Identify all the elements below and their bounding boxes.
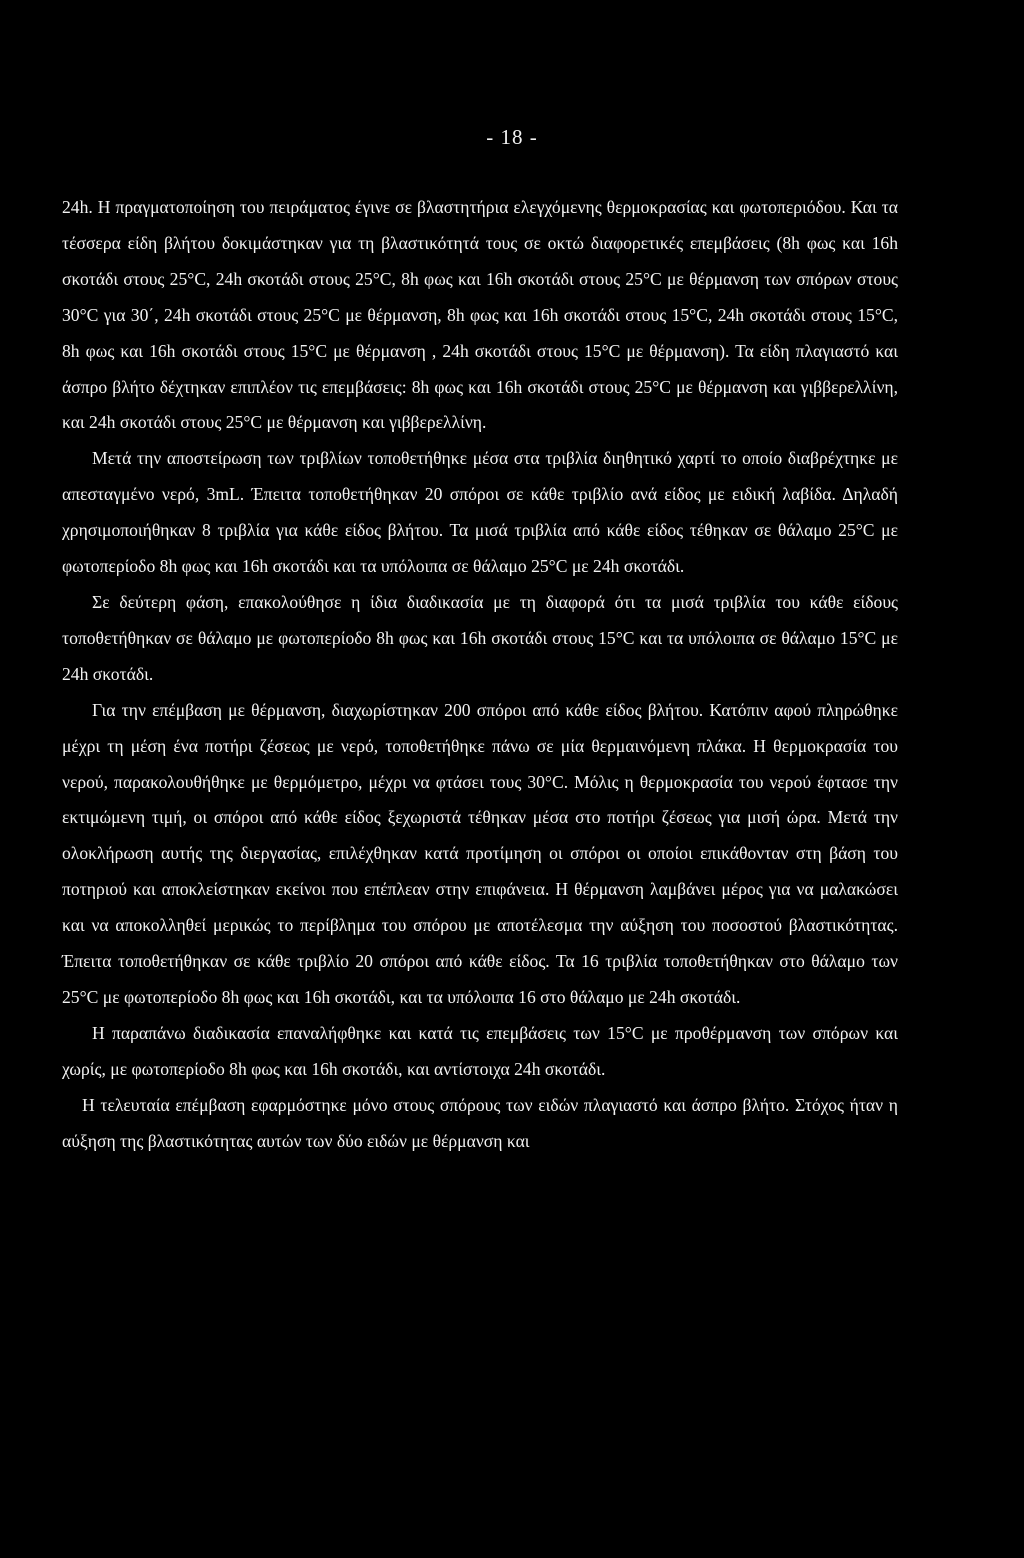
paragraph-second-phase: Σε δεύτερη φάση, επακολούθησε η ίδια διαδικασία με τη διαφορά ότι τα μισά τριβλία του κάθε είδους τοποθετήθηκαν σε θάλαμο με φωτοπερίοδο 8h φως και 16h σκοτάδι στους 15°C και τα υπόλοιπα σε θάλαμο 15°C με 24h σκοτάδι.: [62, 591, 898, 684]
document-body: [62, 190, 898, 1159]
paragraph-final-treatment: Η τελευταία επέμβαση εφαρμόστηκε μόνο στους σπόρους των ειδών πλαγιαστό και άσπρο βλήτο. Στόχος ήταν η αύξηση της βλαστικότητας αυτών των δύο ειδών με θέρμανση και: [62, 1094, 898, 1151]
page-number: - 18 -: [486, 125, 538, 149]
paragraph-heating-treatment: Για την επέμβαση με θέρμανση, διαχωρίστηκαν 200 σπόροι από κάθε είδος βλήτου. Κατόπιν αφού πληρώθηκε μέχρι τη μέση ένα ποτήρι ζέσεως με νερό, τοποθετήθηκε πάνω σε μία θερμαινόμενη πλάκα. Η θερμοκρασία του νερού, παρακολουθήθηκε με θερμόμετρο, μέχρι να φτάσει τους 30°C. Μόλις η θερμοκρασία του νερού έφτασε την εκτιμώμενη τιμή, οι σπόροι από κάθε είδος ξεχωριστά τέθηκαν μέσα στο ποτήρι ζέσεως για μισή ώρα. Μετά την ολοκλήρωση αυτής της διεργασίας, επιλέχθηκαν κατά προτίμηση οι σπόροι οι οποίοι επικάθονταν στη βάση του ποτηριού και αποκλείστηκαν εκείνοι που επέπλεαν στην επιφάνεια. Η θέρμανση λαμβάνει μέρος για να μαλακώσει και να αποκολληθεί μερικώς το περίβλημα του σπόρου με αποτέλεσμα την αύξηση του ποσοστού βλαστικότητας. Έπειτα τοποθετήθηκαν σε κάθε τριβλίο 20 σπόροι από κάθε είδος. Τα 16 τριβλία τοποθετήθηκαν στο θάλαμο των 25°C με φωτοπερίοδο 8h φως και 16h σκοτάδι, και τα υπόλοιπα 16 στο θάλαμο με 24h σκοτάδι.: [62, 699, 898, 1007]
paragraph-petri-dishes: Μετά την αποστείρωση των τριβλίων τοποθετήθηκε μέσα στα τριβλία διηθητικό χαρτί το οποίο διαβρέχτηκε με απεσταγμένο νερό, 3mL. Έπειτα τοποθετήθηκαν 20 σπόροι σε κάθε τριβλίο ανά είδος με ειδική λαβίδα. Δηλαδή χρησιμοποιήθηκαν 8 τριβλία για κάθε είδος βλήτου. Τα μισά τριβλία από κάθε είδος τέθηκαν σε θάλαμο 25°C με φωτοπερίοδο 8h φως και 16h σκοτάδι και τα υπόλοιπα σε θάλαμο 25°C με 24h σκοτάδι.: [62, 448, 898, 577]
paragraph-repeat-procedure: Η παραπάνω διαδικασία επαναλήφθηκε και κατά τις επεμβάσεις των 15°C με προθέρμανση των σπόρων και χωρίς, με φωτοπερίοδο 8h φως και 16h σκοτάδι, και αντίστοιχα 24h σκοτάδι.: [62, 1022, 898, 1079]
paragraph-experiment-setup: 24h. Η πραγματοποίηση του πειράματος έγινε σε βλαστητήρια ελεγχόμενης θερμοκρασίας και φωτοπεριόδου. Και τα τέσσερα είδη βλήτου δοκιμάστηκαν για τη βλαστικότητά τους σε οκτώ διαφορετικές επεμβάσεις (8h φως και 16h σκοτάδι στους 25°C, 24h σκοτάδι στους 25°C, 8h φως και 16h σκοτάδι στους 25°C με θέρμανση των σπόρων στους 30°C για 30΄, 24h σκοτάδι στους 25°C με θέρμανση, 8h φως και 16h σκοτάδι στους 15°C, 24h σκοτάδι στους 15°C, 8h φως και 16h σκοτάδι στους 15°C με θέρμανση , 24h σκοτάδι στους 15°C με θέρμανση). Τα είδη πλαγιαστό και άσπρο βλήτο δέχτηκαν επιπλέον τις επεμβάσεις: 8h φως και 16h σκοτάδι στους 25°C με θέρμανση και γιββερελλίνη, και 24h σκοτάδι στους 25°C με θέρμανση και γιββερελλίνη.: [62, 197, 898, 433]
